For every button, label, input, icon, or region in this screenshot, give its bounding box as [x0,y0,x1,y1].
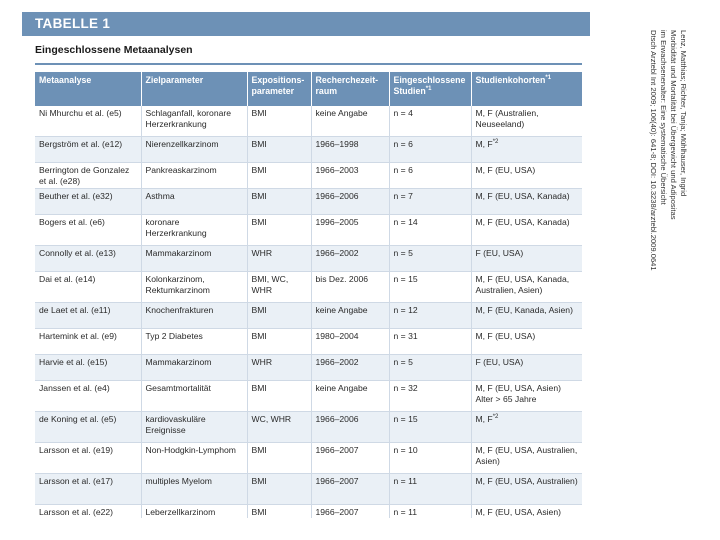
header-label: Expositions-parameter [251,75,305,96]
cell-studien [389,137,471,163]
cell-zielparameter [141,163,247,189]
cell-text: M, F (EU, USA) [475,165,536,175]
table-row [35,246,582,272]
cell-metaanalyse [35,443,141,474]
cell-metaanalyse [35,355,141,381]
cell-zielparameter [141,355,247,381]
cell-text: n = 6 [393,165,413,175]
cell-kohorten [471,163,582,189]
cell-text: Gesamtmortalität [145,383,211,393]
cell-zeitraum [311,303,389,329]
cell-text: n = 4 [393,108,413,118]
cell-zeitraum [311,412,389,443]
header-label: Eingeschlossene Studien [393,75,466,96]
cell-text: bis Dez. 2006 [315,274,369,284]
cell-text: 1966–2007 [315,476,359,486]
cell-studien [389,355,471,381]
cell-text: M, F (EU, USA, Australien) [475,476,578,486]
cell-exposition [247,189,311,215]
cell-exposition [247,246,311,272]
cell-studien [389,163,471,189]
header-exposition [247,72,311,106]
cell-text: Typ 2 Diabetes [145,331,203,341]
cell-kohorten [471,106,582,137]
cell-zeitraum [311,381,389,412]
cell-text: M, F (EU, USA, Kanada) [475,191,570,201]
cell-text: 1966–2006 [315,191,359,201]
cell-text: Larsson et al. (e17) [39,476,114,486]
cell-text: 1966–2002 [315,248,359,258]
cell-text: Ni Mhurchu et al. (e5) [39,108,122,118]
table-header-row [35,72,582,106]
cell-zielparameter [141,329,247,355]
cell-text: M, F (EU, USA, Kanada) [475,217,570,227]
table-row [35,355,582,381]
cell-text: n = 11 [393,507,417,517]
cell-kohorten [471,137,582,163]
cell-kohorten [471,474,582,505]
cell-text: WHR [251,357,273,367]
cell-text: M, F (Australien, Neuseeland) [475,108,539,129]
table-row [35,189,582,215]
cell-text: M, F [475,139,493,149]
cell-text: Bergström et al. (e12) [39,139,123,149]
cell-text: Dai et al. (e14) [39,274,96,284]
header-zielparameter [141,72,247,106]
cell-zeitraum [311,137,389,163]
cell-kohorten [471,246,582,272]
cell-text: 1966–2003 [315,165,359,175]
cell-text: koronare Herzerkrankung [145,217,207,238]
table-subtitle: Eingeschlossene Metaanalysen [35,44,193,56]
cell-text: n = 10 [393,445,418,455]
cell-studien [389,329,471,355]
table-row [35,412,582,443]
cell-kohorten [471,381,582,412]
cell-metaanalyse [35,381,141,412]
cell-text: Harvie et al. (e15) [39,357,108,367]
cell-zeitraum [311,189,389,215]
cell-zeitraum [311,246,389,272]
cell-text: Janssen et al. (e4) [39,383,110,393]
cell-metaanalyse [35,272,141,303]
cell-metaanalyse [35,303,141,329]
cell-text: n = 14 [393,217,418,227]
cell-exposition [247,381,311,412]
cell-text: n = 5 [393,248,413,258]
cell-text: M, F (EU, USA, Australien, Asien) [475,445,578,466]
cell-zielparameter [141,474,247,505]
cell-text: BMI [251,139,267,149]
cell-text: Non-Hodgkin-Lymphom [145,445,236,455]
cell-kohorten [471,303,582,329]
cell-exposition [247,412,311,443]
cell-text: de Koning et al. (e5) [39,414,117,424]
cell-text: 1966–2007 [315,507,359,517]
table-row [35,163,582,189]
cell-metaanalyse [35,189,141,215]
cell-text: Nierenzellkarzinom [145,139,219,149]
cell-text: BMI [251,383,267,393]
cell-text: M, F [475,414,493,424]
cell-text: M, F (EU, USA, Asien) [475,507,561,517]
cell-text: keine Angabe [315,305,368,315]
cell-text: M, F (EU, USA, Kanada, Australien, Asien) [475,274,570,295]
cell-zeitraum [311,106,389,137]
cell-studien [389,443,471,474]
cell-kohorten [471,272,582,303]
cell-text: Larsson et al. (e22) [39,507,114,517]
cell-text: n = 7 [393,191,413,201]
cell-text: multiples Myelom [145,476,212,486]
cell-text: Pankreaskarzinom [145,165,217,175]
cell-kohorten [471,505,582,519]
cell-text: kardiovaskuläre Ereignisse [145,414,206,435]
cell-zeitraum [311,355,389,381]
cell-exposition [247,272,311,303]
cell-studien [389,189,471,215]
cell-text: n = 32 [393,383,418,393]
cell-text: n = 11 [393,476,417,486]
cell-text: Larsson et al. (e19) [39,445,114,455]
table-row [35,505,582,519]
cell-studien [389,215,471,246]
table-row [35,137,582,163]
cell-text: Mammakarzinom [145,357,212,367]
table-row [35,303,582,329]
cell-zeitraum [311,443,389,474]
cell-exposition [247,137,311,163]
cell-kohorten [471,443,582,474]
cell-studien [389,381,471,412]
cell-text: Mammakarzinom [145,248,212,258]
cell-studien [389,246,471,272]
table-title: TABELLE 1 [22,12,590,36]
cell-text: Kolonkarzinom, Rektumkarzinom [145,274,210,295]
citation-sidebar [593,30,688,320]
cell-text: 1966–1998 [315,139,359,149]
citation-line: im Erwachsenenalter: Eine systematische Übersicht [659,30,668,205]
cell-zielparameter [141,106,247,137]
cell-text: n = 6 [393,139,413,149]
cell-metaanalyse [35,163,141,189]
cell-metaanalyse [35,329,141,355]
cell-metaanalyse [35,505,141,519]
cell-text: BMI [251,445,267,455]
cell-kohorten [471,355,582,381]
cell-footnote-mark: *2 [492,414,499,421]
cell-zielparameter [141,189,247,215]
cell-exposition [247,303,311,329]
cell-exposition [247,505,311,519]
cell-text: keine Angabe [315,108,368,118]
table-row [35,106,582,137]
header-footnote-mark: *1 [545,75,552,82]
cell-zielparameter [141,246,247,272]
cell-text: F (EU, USA) [475,357,524,367]
cell-text: 1966–2007 [315,445,359,455]
table-body [35,106,582,518]
cell-exposition [247,474,311,505]
cell-exposition [247,443,311,474]
cell-text: M, F (EU, USA, Asien) Alter > 65 Jahre [475,383,561,404]
cell-text: 1966–2002 [315,357,359,367]
cell-text: keine Angabe [315,383,368,393]
cell-exposition [247,355,311,381]
meta-analyses-table [35,72,582,518]
cell-text: BMI, WC, WHR [251,274,289,295]
cell-studien [389,474,471,505]
cell-kohorten [471,412,582,443]
cell-metaanalyse [35,106,141,137]
cell-text: n = 15 [393,274,418,284]
cell-text: n = 31 [393,331,418,341]
cell-zeitraum [311,163,389,189]
citation-line: Lenz, Matthias; Richter, Tanja; Mühlhauser, Ingrid [679,30,688,197]
cell-text: BMI [251,476,267,486]
cell-text: 1980–2004 [315,331,359,341]
cell-text: Connolly et al. (e13) [39,248,116,258]
header-metaanalyse [35,72,141,106]
cell-text: BMI [251,217,267,227]
cell-zielparameter [141,505,247,519]
cell-zeitraum [311,505,389,519]
header-kohorten [471,72,582,106]
cell-text: BMI [251,191,267,201]
table-row [35,329,582,355]
header-label: Recherchezeit-raum [315,75,379,96]
cell-zeitraum [311,474,389,505]
table-row [35,474,582,505]
cell-text: n = 12 [393,305,418,315]
cell-exposition [247,329,311,355]
cell-text: 1966–2006 [315,414,359,424]
table-row [35,443,582,474]
cell-text: n = 15 [393,414,418,424]
cell-metaanalyse [35,246,141,272]
cell-text: WC, WHR [251,414,292,424]
subtitle-rule [35,63,582,65]
cell-studien [389,505,471,519]
cell-metaanalyse [35,412,141,443]
header-footnote-mark: *1 [425,86,432,93]
cell-text: BMI [251,108,267,118]
cell-text: BMI [251,305,267,315]
cell-text: BMI [251,165,267,175]
cell-zeitraum [311,329,389,355]
cell-text: Berrington de Gonzalez et al. (e28) [39,165,130,186]
cell-zeitraum [311,272,389,303]
cell-text: n = 5 [393,357,413,367]
cell-studien [389,412,471,443]
header-zeitraum [311,72,389,106]
cell-text: Schlaganfall, koronare Herzerkrankung [145,108,232,129]
cell-text: F (EU, USA) [475,248,524,258]
cell-metaanalyse [35,474,141,505]
cell-exposition [247,215,311,246]
cell-text: M, F (EU, Kanada, Asien) [475,305,573,315]
cell-zielparameter [141,381,247,412]
cell-kohorten [471,189,582,215]
cell-zielparameter [141,272,247,303]
cell-zielparameter [141,303,247,329]
cell-exposition [247,163,311,189]
table-sheet [22,12,590,518]
cell-text: de Laet et al. (e11) [39,305,111,315]
header-label: Zielparameter [145,75,204,85]
header-label: Studienkohorten [475,75,546,85]
cell-zielparameter [141,215,247,246]
cell-text: Hartemink et al. (e9) [39,331,117,341]
cell-metaanalyse [35,215,141,246]
cell-studien [389,303,471,329]
cell-text: M, F (EU, USA) [475,331,536,341]
citation-text [648,30,688,320]
cell-metaanalyse [35,137,141,163]
cell-kohorten [471,215,582,246]
cell-zielparameter [141,443,247,474]
cell-studien [389,272,471,303]
cell-text: Beuther et al. (e32) [39,191,113,201]
header-label: Metaanalyse [39,75,92,85]
cell-text: Knochenfrakturen [145,305,214,315]
cell-text: 1996–2005 [315,217,359,227]
cell-footnote-mark: *2 [492,139,499,146]
table-row [35,215,582,246]
cell-zeitraum [311,215,389,246]
cell-text: BMI [251,507,267,517]
cell-text: WHR [251,248,273,258]
header-studien [389,72,471,106]
citation-line: Dtsch Arztebl Int 2009; 106(40): 641-8; DOI: 10.3238/arztebl.2009.0641 [649,30,658,271]
table-row [35,381,582,412]
cell-zielparameter [141,137,247,163]
cell-text: Bogers et al. (e6) [39,217,105,227]
citation-line: Morbidität und Mortalität bei Übergewicht und Adipositas [669,30,678,220]
table-row [35,272,582,303]
cell-kohorten [471,329,582,355]
cell-text: Leberzellkarzinom [145,507,216,517]
cell-text: BMI [251,331,267,341]
cell-studien [389,106,471,137]
cell-exposition [247,106,311,137]
cell-text: Asthma [145,191,175,201]
cell-zielparameter [141,412,247,443]
